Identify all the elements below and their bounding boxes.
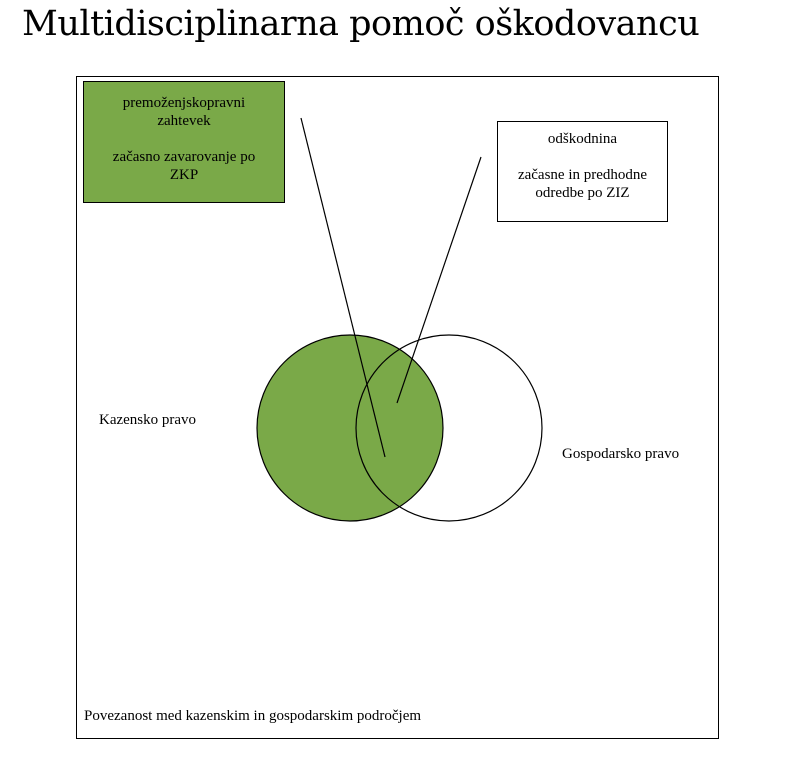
right-callout-line3: odredbe po ZIZ: [535, 185, 630, 201]
left-callout-line2: zahtevek: [157, 113, 211, 129]
left-callout-line4: ZKP: [169, 167, 199, 183]
right-callout-line2: začasne in predhodne: [517, 167, 648, 183]
criminal-law-circle: [257, 335, 443, 521]
right-callout-pointer: [397, 157, 481, 403]
left-callout-line3: začasno zavarovanje po: [112, 149, 256, 165]
left-callout-line1: premoženjskopravni: [122, 95, 246, 111]
right-callout-line1: odškodnina: [547, 131, 618, 147]
right-callout-box: [497, 121, 668, 222]
criminal-law-label: Kazensko pravo: [99, 412, 197, 428]
left-callout-box: [83, 81, 285, 203]
diagram-caption: Povezanost med kazenskim in gospodarskim področjem: [84, 708, 422, 724]
commercial-law-label: Gospodarsko pravo: [562, 446, 680, 462]
page-title: Multidisciplinarna pomoč oškodovancu: [22, 4, 700, 44]
